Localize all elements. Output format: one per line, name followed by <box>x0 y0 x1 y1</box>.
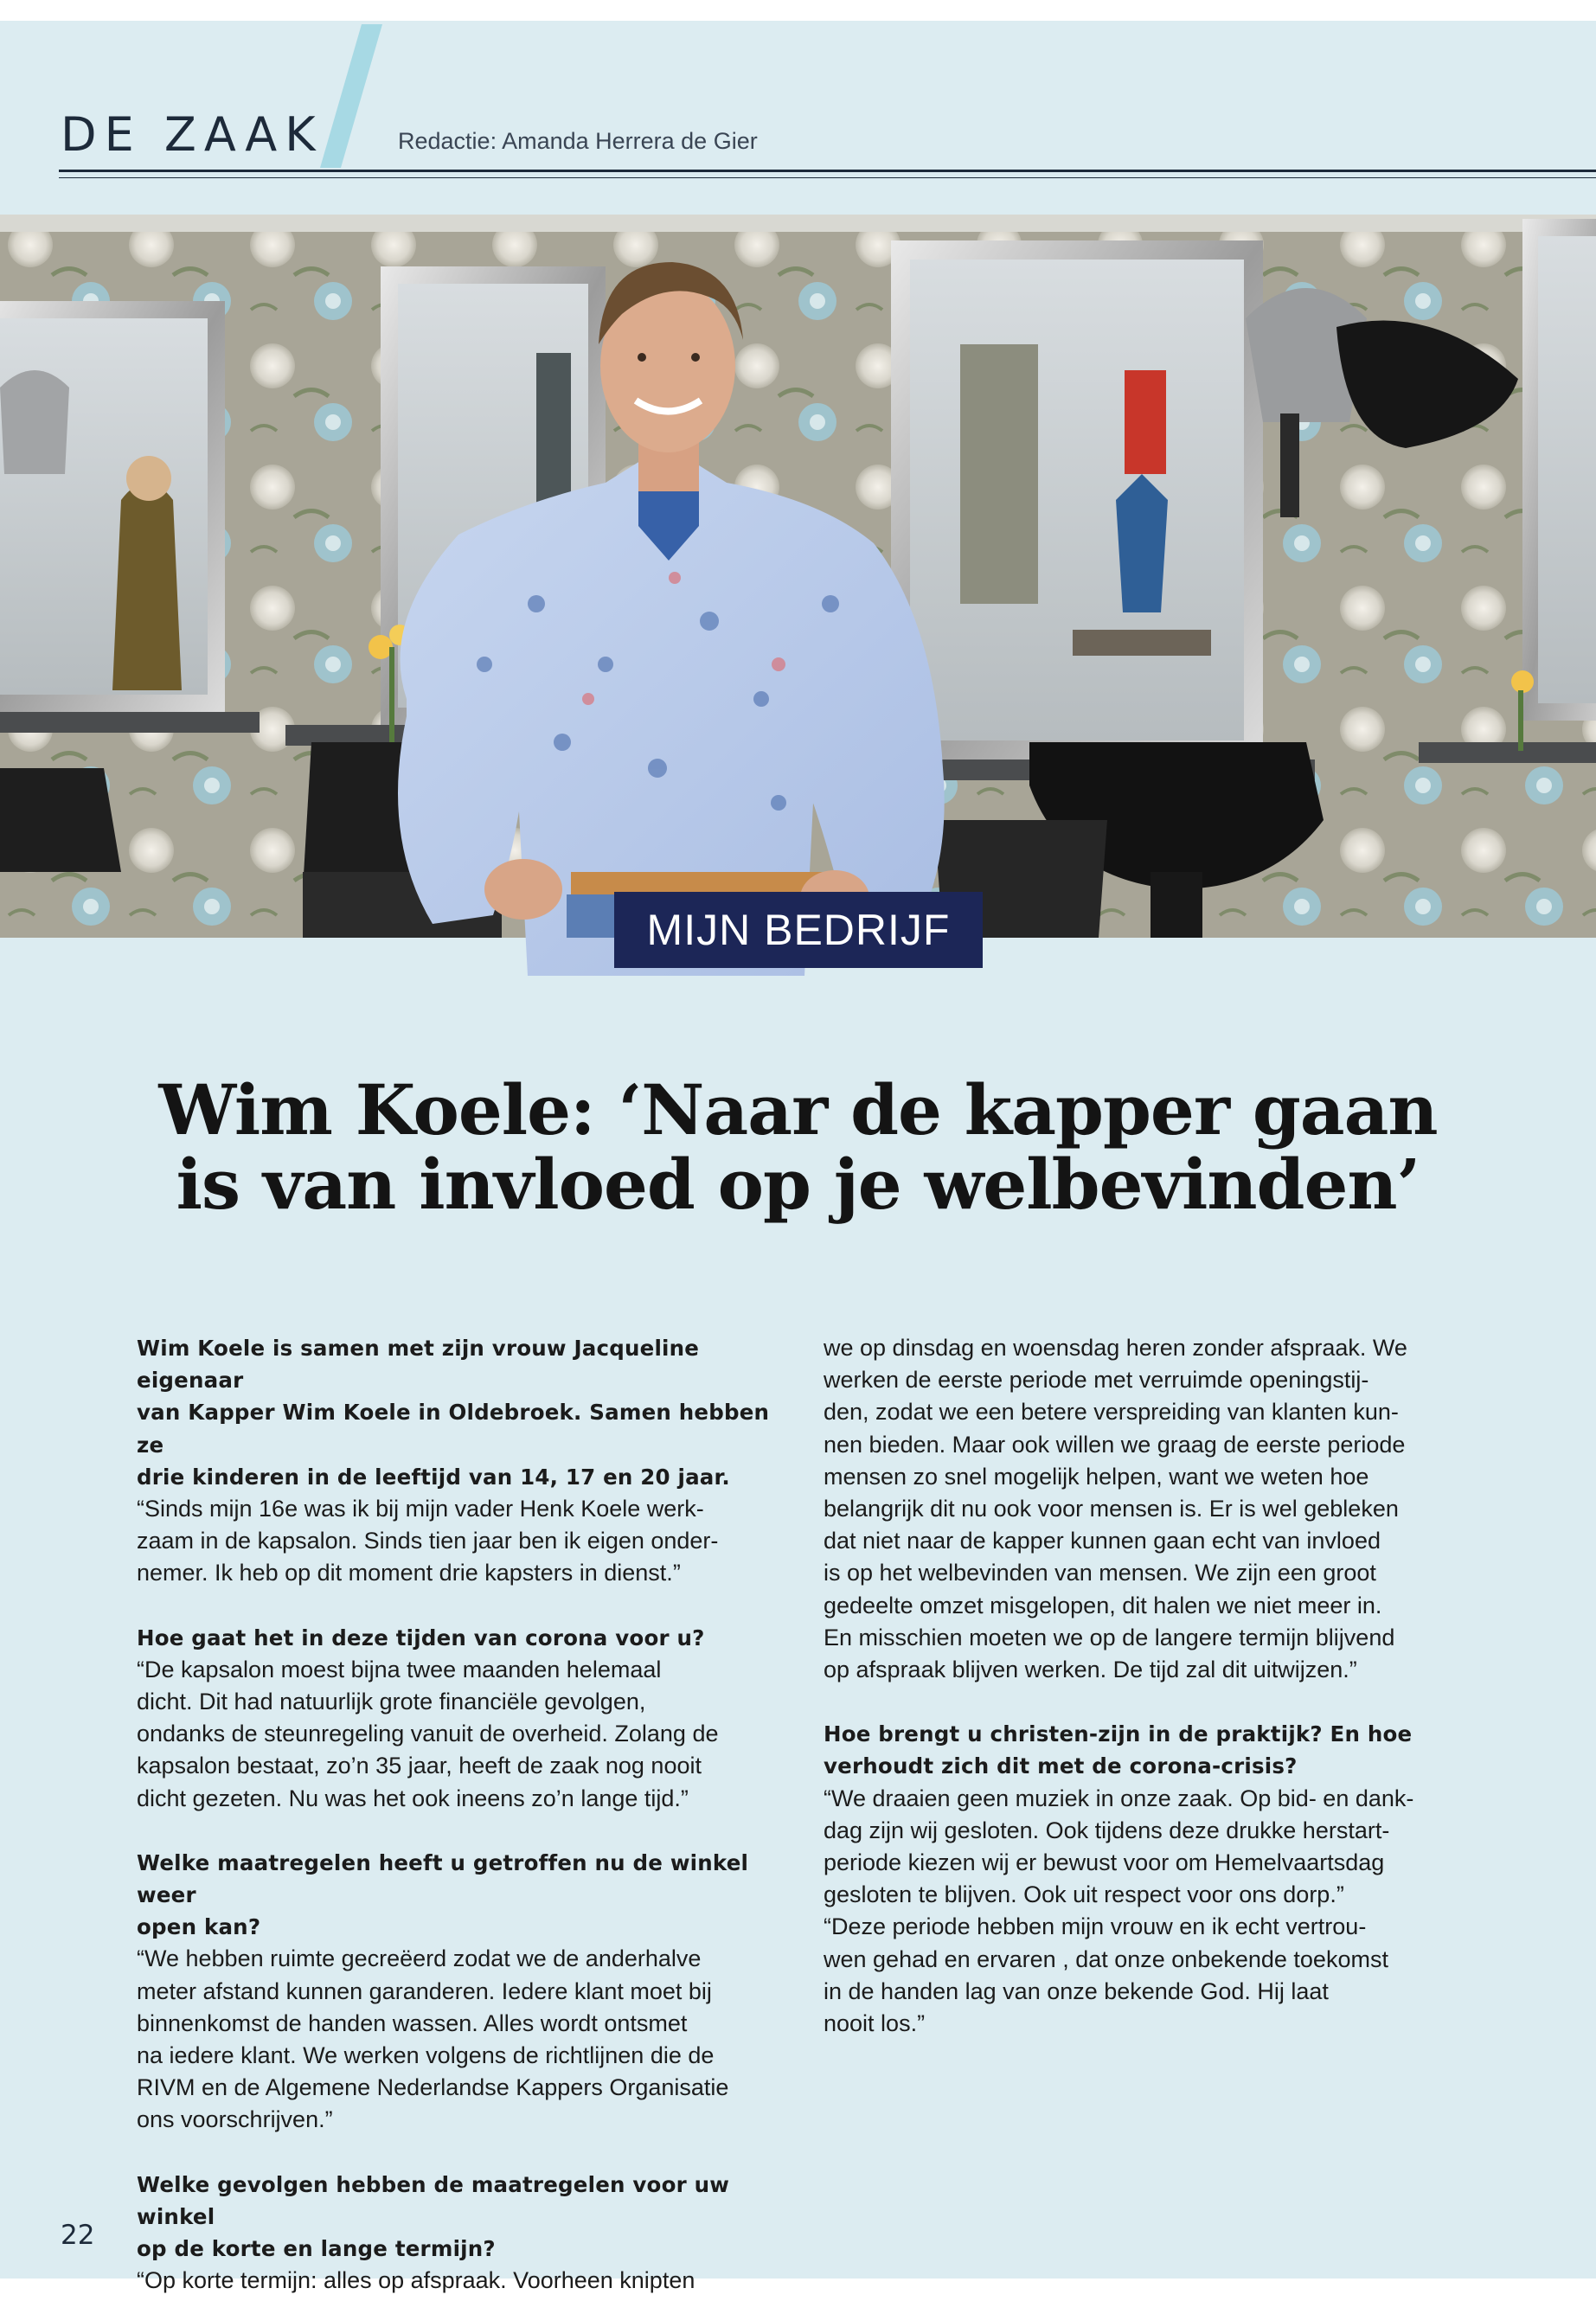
intro-paragraph <box>137 1332 772 1493</box>
salon-portrait-photo <box>0 215 1596 938</box>
text-line: mensen zo snel mogelijk helpen, want we weten hoe <box>824 1463 1369 1490</box>
text-line: werken de eerste periode met verruimde openingstij- <box>824 1367 1369 1394</box>
salon-illustration <box>0 215 1596 938</box>
text-line: kapsalon bestaat, zo’n 35 jaar, heeft de zaak nog nooit <box>137 1753 702 1779</box>
text-line: dicht. Dit had natuurlijk grote financiële gevolgen, <box>137 1689 646 1715</box>
text-line: in de handen lag van onze bekende God. Hij laat <box>824 1977 1329 2004</box>
answer-paragraph <box>137 2265 772 2297</box>
text-line: open kan? <box>137 1914 261 1940</box>
magazine-page <box>0 21 1596 2294</box>
text-line: nemer. Ik heb op dit moment drie kapsters in dienst.” <box>137 1560 681 1586</box>
text-line: verhoudt zich dit met de corona-crisis? <box>824 1753 1298 1779</box>
text-line: van Kapper Wim Koele in Oldebroek. Samen hebben ze <box>137 1400 770 1458</box>
article-headline <box>138 1069 1458 1225</box>
text-line: gesloten te blijven. Ook uit respect voor ons dorp.” <box>824 1881 1344 1908</box>
text-line: “Sinds mijn 16e was ik bij mijn vader Henk Koele werk- <box>137 1496 704 1522</box>
text-line: ons voorschrijven.” <box>137 2106 333 2133</box>
headline-line-2: is van invloed op je welbevinden’ <box>176 1144 1420 1225</box>
answer-paragraph <box>137 1943 772 2136</box>
answer-paragraph <box>824 1783 1459 2041</box>
text-line: wen gehad en ervaren , dat onze onbekende toekomst <box>824 1945 1388 1972</box>
text-line: “We draaien geen muziek in onze zaak. Op bid- en dank- <box>824 1785 1414 1811</box>
text-line: dat niet naar de kapper kunnen gaan echt van invloed <box>824 1528 1381 1554</box>
text-line: nooit los.” <box>824 2010 926 2037</box>
question-heading <box>137 1847 772 1944</box>
text-line: dag zijn wij gesloten. Ook tijdens deze drukke herstart- <box>824 1817 1390 1843</box>
section-banner: MIJN BEDRIJF <box>614 892 983 968</box>
text-line: na iedere klant. We werken volgens de richtlijnen die de <box>137 2042 715 2069</box>
question-heading <box>137 2169 772 2266</box>
text-line: “We hebben ruimte gecreëerd zodat we de anderhalve <box>137 1945 702 1972</box>
answer-paragraph <box>824 1332 1459 1686</box>
text-line: Hoe brengt u christen-zijn in de praktijk? En hoe <box>824 1721 1413 1747</box>
text-line: belangrijk dit nu ook voor mensen is. Er is wel gebleken <box>824 1496 1399 1522</box>
text-line: Hoe gaat het in deze tijden van corona voor u? <box>137 1625 705 1650</box>
text-line: gedeelte omzet misgelopen, dit halen we niet meer in. <box>824 1592 1382 1618</box>
section-label: DE ZAAK <box>61 107 324 162</box>
page-number: 22 <box>61 2220 95 2251</box>
text-line: binnenkomst de handen wassen. Alles wordt ontsmet <box>137 2009 688 2036</box>
text-line: Wim Koele is samen met zijn vrouw Jacqueline eigenaar <box>137 1336 700 1394</box>
text-line: nen bieden. Maar ook willen we graag de eerste periode <box>824 1431 1406 1458</box>
header-rule-thin <box>59 177 1596 178</box>
header-rule <box>59 170 1596 172</box>
text-line: periode kiezen wij er bewust voor om Hemelvaartsdag <box>824 1849 1385 1876</box>
redaction-credit: Redactie: Amanda Herrera de Gier <box>398 128 758 154</box>
paragraph <box>137 1493 772 1590</box>
answer-paragraph <box>137 1654 772 1815</box>
text-line: “Op korte termijn: alles op afspraak. Voorheen knipten <box>137 2267 695 2294</box>
text-line: “Deze periode hebben mijn vrouw en ik echt vertrou- <box>824 1913 1367 1940</box>
text-line: En misschien moeten we op de langere termijn blijvend <box>824 1624 1395 1650</box>
headline-line-1: Wim Koele: ‘Naar de kapper gaan <box>158 1069 1438 1150</box>
text-line: RIVM en de Algemene Nederlandse Kappers Organisatie <box>137 2074 729 2101</box>
text-line: we op dinsdag en woensdag heren zonder afspraak. We <box>824 1335 1407 1361</box>
article-column-left <box>137 1332 772 2297</box>
text-line: is op het welbevinden van mensen. We zijn een groot <box>824 1560 1376 1586</box>
text-line: op afspraak blijven werken. De tijd zal dit uitwijzen.” <box>824 1657 1357 1683</box>
question-heading <box>137 1622 772 1654</box>
text-line: op de korte en lange termijn? <box>137 2236 496 2262</box>
text-line: den, zodat we een betere verspreiding van klanten kun- <box>824 1399 1399 1426</box>
text-line: drie kinderen in de leeftijd van 14, 17 en 20 jaar. <box>137 1464 730 1490</box>
text-line: “De kapsalon moest bijna twee maanden helemaal <box>137 1656 662 1682</box>
decorative-slash <box>320 24 382 168</box>
text-line: zaam in de kapsalon. Sinds tien jaar ben ik eigen onder- <box>137 1528 719 1554</box>
article-column-right <box>824 1332 1459 2040</box>
text-line: Welke gevolgen hebben de maatregelen voor uw winkel <box>137 2171 730 2229</box>
text-line: meter afstand kunnen garanderen. Iedere klant moet bij <box>137 1977 712 2004</box>
text-line: Welke maatregelen heeft u getroffen nu de winkel weer <box>137 1849 749 1908</box>
text-line: dicht gezeten. Nu was het ook ineens zo’n lange tijd.” <box>137 1785 689 1811</box>
text-line: ondanks de steunregeling vanuit de overheid. Zolang de <box>137 1721 719 1747</box>
question-heading <box>824 1718 1459 1782</box>
